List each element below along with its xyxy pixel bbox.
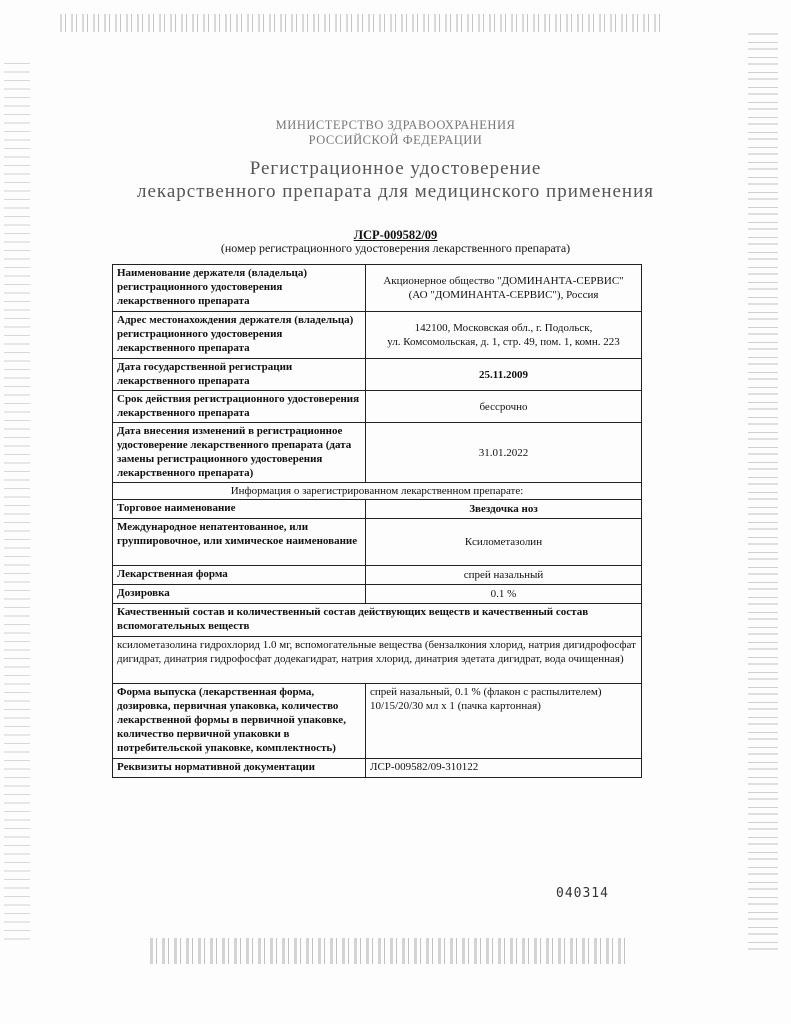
holder-address-value-line-1: 142100, Московская обл., г. Подольск, xyxy=(414,322,593,334)
dosage-value: 0.1 % xyxy=(366,585,642,604)
validity-value: бессрочно xyxy=(366,391,642,423)
registration-date-value: 25.11.2009 xyxy=(366,359,642,391)
holder-address-value-line-2: ул. Комсомольская, д. 1, стр. 49, пом. 1, комн. 223 xyxy=(387,336,620,348)
holder-name-value-line-2: (АО "ДОМИНАНТА-СЕРВИС"), Россия xyxy=(408,289,599,301)
table-row-inn xyxy=(113,519,642,566)
table-row-composition-header xyxy=(113,604,642,637)
table-row-dosage-form xyxy=(113,566,642,585)
table-row-drug-section-header xyxy=(113,483,642,500)
document-title-line-2: лекарственного препарата для медицинского применения xyxy=(136,181,654,202)
change-date-label: Дата внесения изменений в регистрационное удостоверение лекарственного препарата (дата замены регистрационного удостоверения лекарственного препарата) xyxy=(113,423,366,483)
table-row-dosage xyxy=(113,585,642,604)
scan-noise-bottom xyxy=(150,938,630,964)
table-row-composition xyxy=(113,637,642,684)
table-row-validity xyxy=(113,391,642,423)
validity-label: Срок действия регистрационного удостоверения лекарственного препарата xyxy=(113,391,366,423)
composition-header: Качественный состав и количественный состав действующих веществ и качественный состав вспомогательных веществ xyxy=(113,604,642,637)
dosage-form-label: Лекарственная форма xyxy=(113,566,366,585)
registration-date-label: Дата государственной регистрации лекарственного препарата xyxy=(113,359,366,391)
dosage-label: Дозировка xyxy=(113,585,366,604)
table-row-normative-doc xyxy=(113,759,642,778)
ministry-line-1: МИНИСТЕРСТВО ЗДРАВООХРАНЕНИЯ xyxy=(275,118,516,132)
composition-value: ксилометазолина гидрохлорид 1.0 мг, вспомогательные вещества (бензалкония хлорид, натрия дигидрофосфат дигидрат, динатрия гидрофосфат додекагидрат, натрия хлорид, динатрия эдетата дигидрат, вода очищенная) xyxy=(113,637,642,684)
inn-value: Ксилометазолин xyxy=(366,519,642,566)
holder-name-value xyxy=(366,265,642,312)
table-row-registration-date xyxy=(113,359,642,391)
drug-section-header: Информация о зарегистрированном лекарственном препарате: xyxy=(113,483,642,500)
release-form-label: Форма выпуска (лекарственная форма, дозировка, первичная упаковка, количество лекарственной формы в первичной упаковке, количество первичной упаковки в потребительской упаковке, комплектность) xyxy=(113,684,366,759)
holder-name-value-line-1: Акционерное общество "ДОМИНАНТА-СЕРВИС" xyxy=(383,275,624,287)
holder-address-label: Адрес местонахождения держателя (владельца) регистрационного удостоверения лекарственного препарата xyxy=(113,312,366,359)
normative-doc-label: Реквизиты нормативной документации xyxy=(113,759,366,778)
table-row-holder-address xyxy=(113,312,642,359)
registration-number-note: (номер регистрационного удостоверения лекарственного препарата) xyxy=(220,241,571,255)
certificate-table xyxy=(112,264,642,778)
document-serial-number: 040314 xyxy=(556,886,609,901)
table-row-holder-name xyxy=(113,265,642,312)
table-row-trade-name xyxy=(113,500,642,519)
inn-label: Международное непатентованное, или группировочное, или химическое наименование xyxy=(113,519,366,566)
table-row-release-form xyxy=(113,684,642,759)
holder-name-label: Наименование держателя (владельца) регистрационного удостоверения лекарственного препарата xyxy=(113,265,366,312)
dosage-form-value: спрей назальный xyxy=(366,566,642,585)
registration-number: ЛСР-009582/09 xyxy=(353,228,438,242)
ministry-line-2: РОССИЙСКОЙ ФЕДЕРАЦИИ xyxy=(308,133,483,147)
change-date-value: 31.01.2022 xyxy=(366,423,642,483)
trade-name-value: Звездочка ноз xyxy=(366,500,642,519)
trade-name-label: Торговое наименование xyxy=(113,500,366,519)
holder-address-value xyxy=(366,312,642,359)
scan-noise-top xyxy=(60,14,660,32)
release-form-value: спрей назальный, 0.1 % (флакон с распылителем) 10/15/20/30 мл х 1 (пачка картонная) xyxy=(366,684,642,759)
table-row-change-date xyxy=(113,423,642,483)
normative-doc-value: ЛСР-009582/09-310122 xyxy=(366,759,642,778)
document-title-line-1: Регистрационное удостоверение xyxy=(249,158,542,179)
